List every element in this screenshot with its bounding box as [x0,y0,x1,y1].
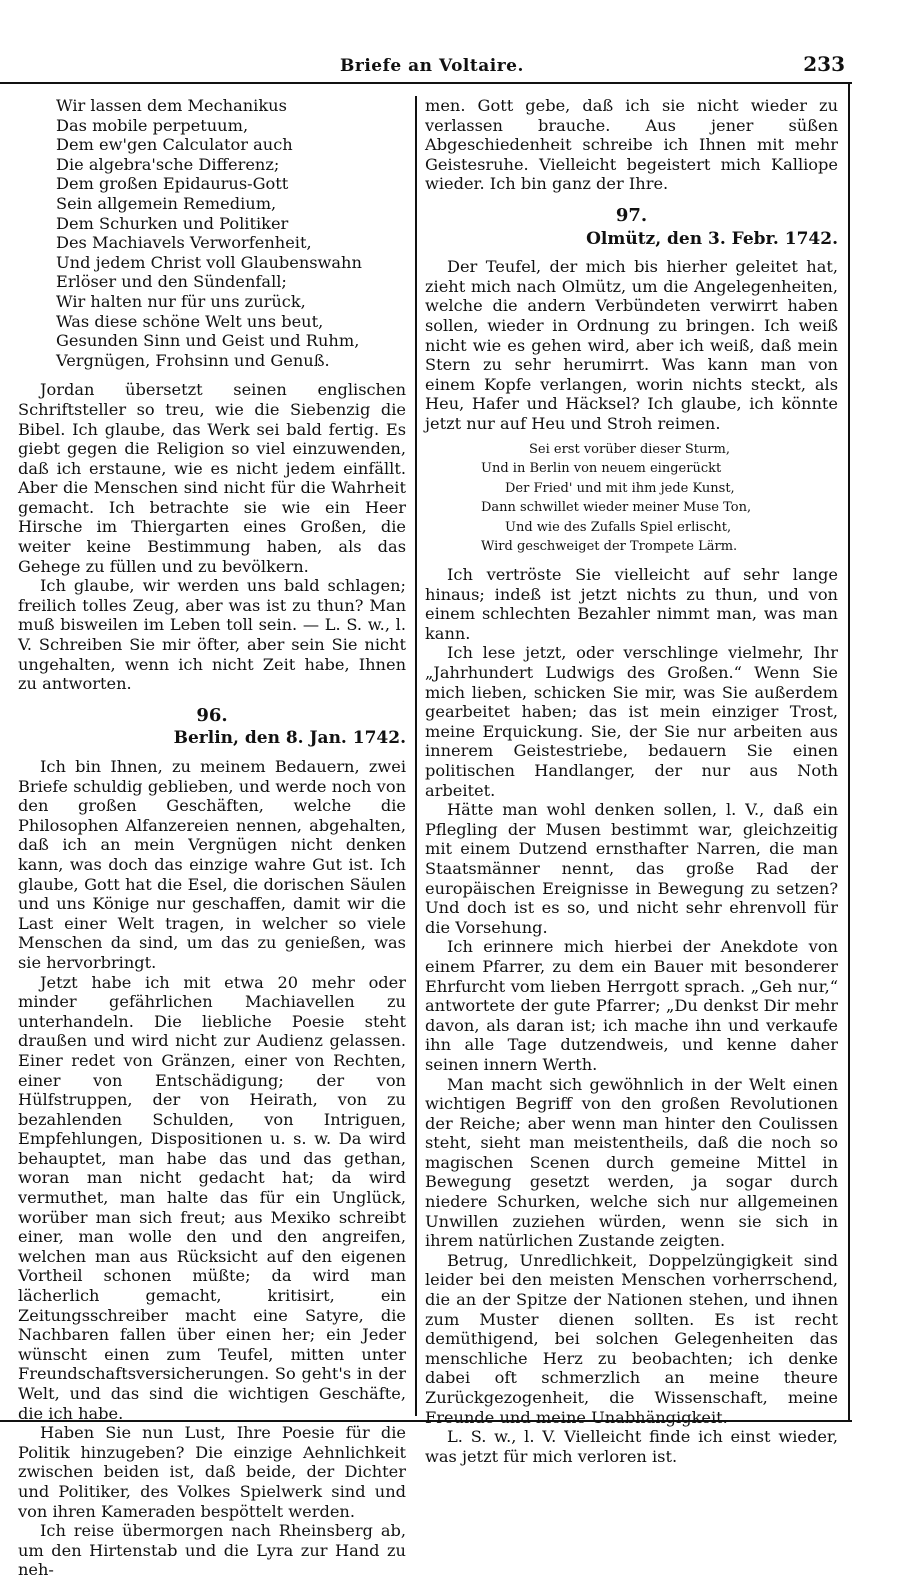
paragraph: Ich reise übermorgen nach Rheinsberg ab, um den Hirtenstab und die Lyra zur Hand zu neh- [18,1521,406,1580]
paragraph: Ich bin Ihnen, zu meinem Bedauern, zwei Briefe schuldig geblieben, und werde noch von den großen Geschäften, welche die Philosophen Alfanzereien nennen, abgehalten, daß ich an mein Vergnügen nicht denken kann, was doch das einzige wahre Gut ist. Ich glaube, Gott hat die Esel, die dorischen Säulen und uns Könige nur geschaffen, damit wir die Last einer Welt tragen, in welcher so viele Menschen da sind, um das zu genießen, was sie hervorbringt. [18,757,406,972]
paragraph: Man macht sich gewöhnlich in der Welt einen wichtigen Begriff von den großen Revolutionen der Reiche; aber wenn man hinter den Coulissen steht, sieht man meistentheils, daß die noch so magischen Scenen durch gemeine Mittel in Bewegung gesetzt werden, ja sogar durch niedere Schurken, welche sich nur allgemeinen Unwillen zuziehen würden, wenn sie sich in ihrem natürlichen Zustande zeigten. [425,1074,838,1251]
letter-dateline: Olmütz, den 3. Febr. 1742. [586,228,838,249]
paragraph: Jordan übersetzt seinen englischen Schriftsteller so treu, wie die Siebenzig die Bibel. Ich glaube, das Werk sei bald fertig. Es giebt gegen die Religion so viel einzuwenden, daß ich erstaune, wie es nicht jedem einfällt. Aber die Menschen sind nicht für die Wahrheit gemacht. Ich betrachte sie wie ein Heer Hirsche im Thiergarten eines Großen, die weiter keine Bestimmung haben, als das Gehege zu füllen und zu bevölkern. [18,380,406,576]
poem-line: Erlöser und den Sündenfall; [56,272,287,292]
paragraph: Ich erinnere mich hierbei der Anekdote von einem Pfarrer, zu dem ein Bauer mit besonderer Ehrfurcht vom lieben Herrgott sprach. „Geh nur,“ antwortete der gute Pfarrer; „Du denkst Dir mehr davon, als daran ist; ich mache ihn und verkaufe ihn alle Tage dutzendweis, und kenne daher seinen innern Werth. [425,937,838,1074]
poem-line: Und jedem Christ voll Glaubenswahn [56,252,362,272]
poem-line: Wird geschweiget der Trompete Lärm. [481,539,738,555]
running-title: Briefe an Voltaire. [340,56,524,76]
poem-line: Sei erst vorüber dieser Sturm, [529,441,731,457]
poem-line: Die algebra'sche Differenz; [56,154,280,174]
page-number: 233 [803,52,845,76]
poem [56,96,406,370]
poem-line: Dann schwillet wieder meiner Muse Ton, [481,500,752,516]
letter-number: 96. [196,704,228,726]
poem-line: Des Machiavels Verworfenheit, [56,233,312,253]
poem-line: Und wie des Zufalls Spiel erlischt, [505,519,732,535]
poem-line: Wir lassen dem Mechanikus [56,96,287,115]
paragraph: Betrug, Unredlichkeit, Doppelzüngigkeit sind leider bei den meisten Menschen vorherrschend, die an der Spitze der Nationen stehen, und ihnen zum Muster dienen sollten. Es ist recht demüthigend, bei solchen Gelegenheiten das menschliche Herz zu beobachten; ich denke dabei oft schmerzlich an meine theure Zurückgezogenheit, die Wissenschaft, meine Freunde und meine Unabhängigkeit. [425,1250,838,1427]
poem-line: Was diese schöne Welt uns beut, [56,311,324,331]
poem-line: Vergnügen, Frohsinn und Genuß. [56,350,330,370]
paragraph: Der Teufel, der mich bis hierher geleitet hat, zieht mich nach Olmütz, um die Angelegenheiten, welche die andern Verbündeten verwirrt haben sollen, wieder in Ordnung zu bringen. Ich weiß nicht wie es gehen wird, aber ich weiß, daß mein Stern zu sehr herumirrt. Was kann man von einem Kopfe verlangen, worin nichts steckt, als Heu, Hafer und Häcksel? Ich glaube, ich könnte jetzt nur auf Heu und Stroh reimen. [425,257,838,433]
paragraph: Ich glaube, wir werden uns bald schlagen; freilich tolles Zeug, aber was ist zu thun? Man muß bisweilen im Leben toll sein. — L. S. w., l. V. Schreiben Sie mir öfter, aber sein Sie nicht ungehalten, wenn ich nicht Zeit habe, Ihnen zu antworten. [18,576,406,694]
paragraph: Ich lese jetzt, oder verschlinge vielmehr, Ihr „Jahrhundert Ludwigs des Großen.“ Wenn Sie mich lieben, schicken Sie mir, was Sie außerdem gearbeitet haben; das ist mein einziger Trost, meine Erquickung. Sie, der Sie nur arbeiten aus innerem Geistestriebe, bedauern Sie einen politischen Handlanger, der nur aus Noth arbeitet. [425,643,838,800]
right-column [425,96,838,1466]
poem-line: Dem ew'gen Calculator auch [56,135,293,155]
left-column [18,96,406,1580]
poem-line: Gesunden Sinn und Geist und Ruhm, [56,331,360,351]
paragraph: Haben Sie nun Lust, Ihre Poesie für die Politik hinzugeben? Die einzige Aehnlichkeit zwischen beiden ist, daß beide, der Dichter und Politiker, des Volkes Spielwerk sind und von ihren Kameraden bespöttelt werden. [18,1423,406,1521]
paragraph: L. S. w., l. V. Vielleicht finde ich einst wieder, was jetzt für mich verloren ist. [425,1427,838,1466]
poem [481,440,838,558]
right-rule [848,82,850,1422]
poem-line: Dem großen Epidaurus-Gott [56,174,289,194]
top-rule [0,82,852,84]
poem-line: Das mobile perpetuum, [56,115,249,135]
poem-line: Dem Schurken und Politiker [56,213,289,233]
poem-line: Und in Berlin von neuem eingerückt [481,461,722,477]
paragraph: Ich vertröste Sie vielleicht auf sehr lange hinaus; indeß ist jetzt nichts zu thun, und von einem schlechten Bezahler nimmt man, was man kann. [425,565,838,643]
paragraph: Jetzt habe ich mit etwa 20 mehr oder minder gefährlichen Machiavellen zu unterhandeln. Die liebliche Poesie steht draußen und wird nicht zur Audienz gelassen. Einer redet von Gränzen, einer von Rechten, einer von Entschädigung; der von Hülfstruppen, der von Heirath, von zu bezahlenden Schulden, von Intriguen, Empfehlungen, Dispositionen u. s. w. Da wird behauptet, man habe das und das gethan, woran man nicht gedacht hat; da wird vermuthet, man halte das für ein Unglück, worüber man sich freut; aus Mexiko schreibt einer, man wolle den und den angreifen, welchen man aus Rücksicht auf den eigenen Vortheil schonen müßte; da wird man lächerlich gemacht, kritisirt, ein Zeitungsschreiber macht eine Satyre, die Nachbaren fallen über einen her; ein Jeder wünscht einen zum Teufel, mitten unter Freundschaftsversicherungen. So geht's in der Welt, und das sind die wichtigen Geschäfte, die ich habe. [18,972,406,1423]
letter-number: 97. [615,204,648,226]
poem-line: Sein allgemein Remedium, [56,193,277,213]
poem-line: Der Fried' und mit ihm jede Kunst, [505,480,735,496]
paragraph: Hätte man wohl denken sollen, l. V., daß ein Pflegling der Musen bestimmt war, gleichzeitig mit einem Dutzend ernsthafter Narren, die man Staatsmänner nennt, das große Rad der europäischen Ereignisse in Bewegung zu setzen? Und doch ist es so, und nicht sehr ehrenvoll für die Vorsehung. [425,800,838,937]
poem-line: Wir halten nur für uns zurück, [56,291,306,311]
paragraph: men. Gott gebe, daß ich sie nicht wieder zu verlassen brauche. Aus jener süßen Abgeschiedenheit schreibe ich Ihnen mit mehr Geistesruhe. Vielleicht begeistert mich Kalliope wieder. Ich bin ganz der Ihre. [425,96,838,194]
column-divider [415,96,417,1416]
letter-dateline: Berlin, den 8. Jan. 1742. [173,728,406,749]
